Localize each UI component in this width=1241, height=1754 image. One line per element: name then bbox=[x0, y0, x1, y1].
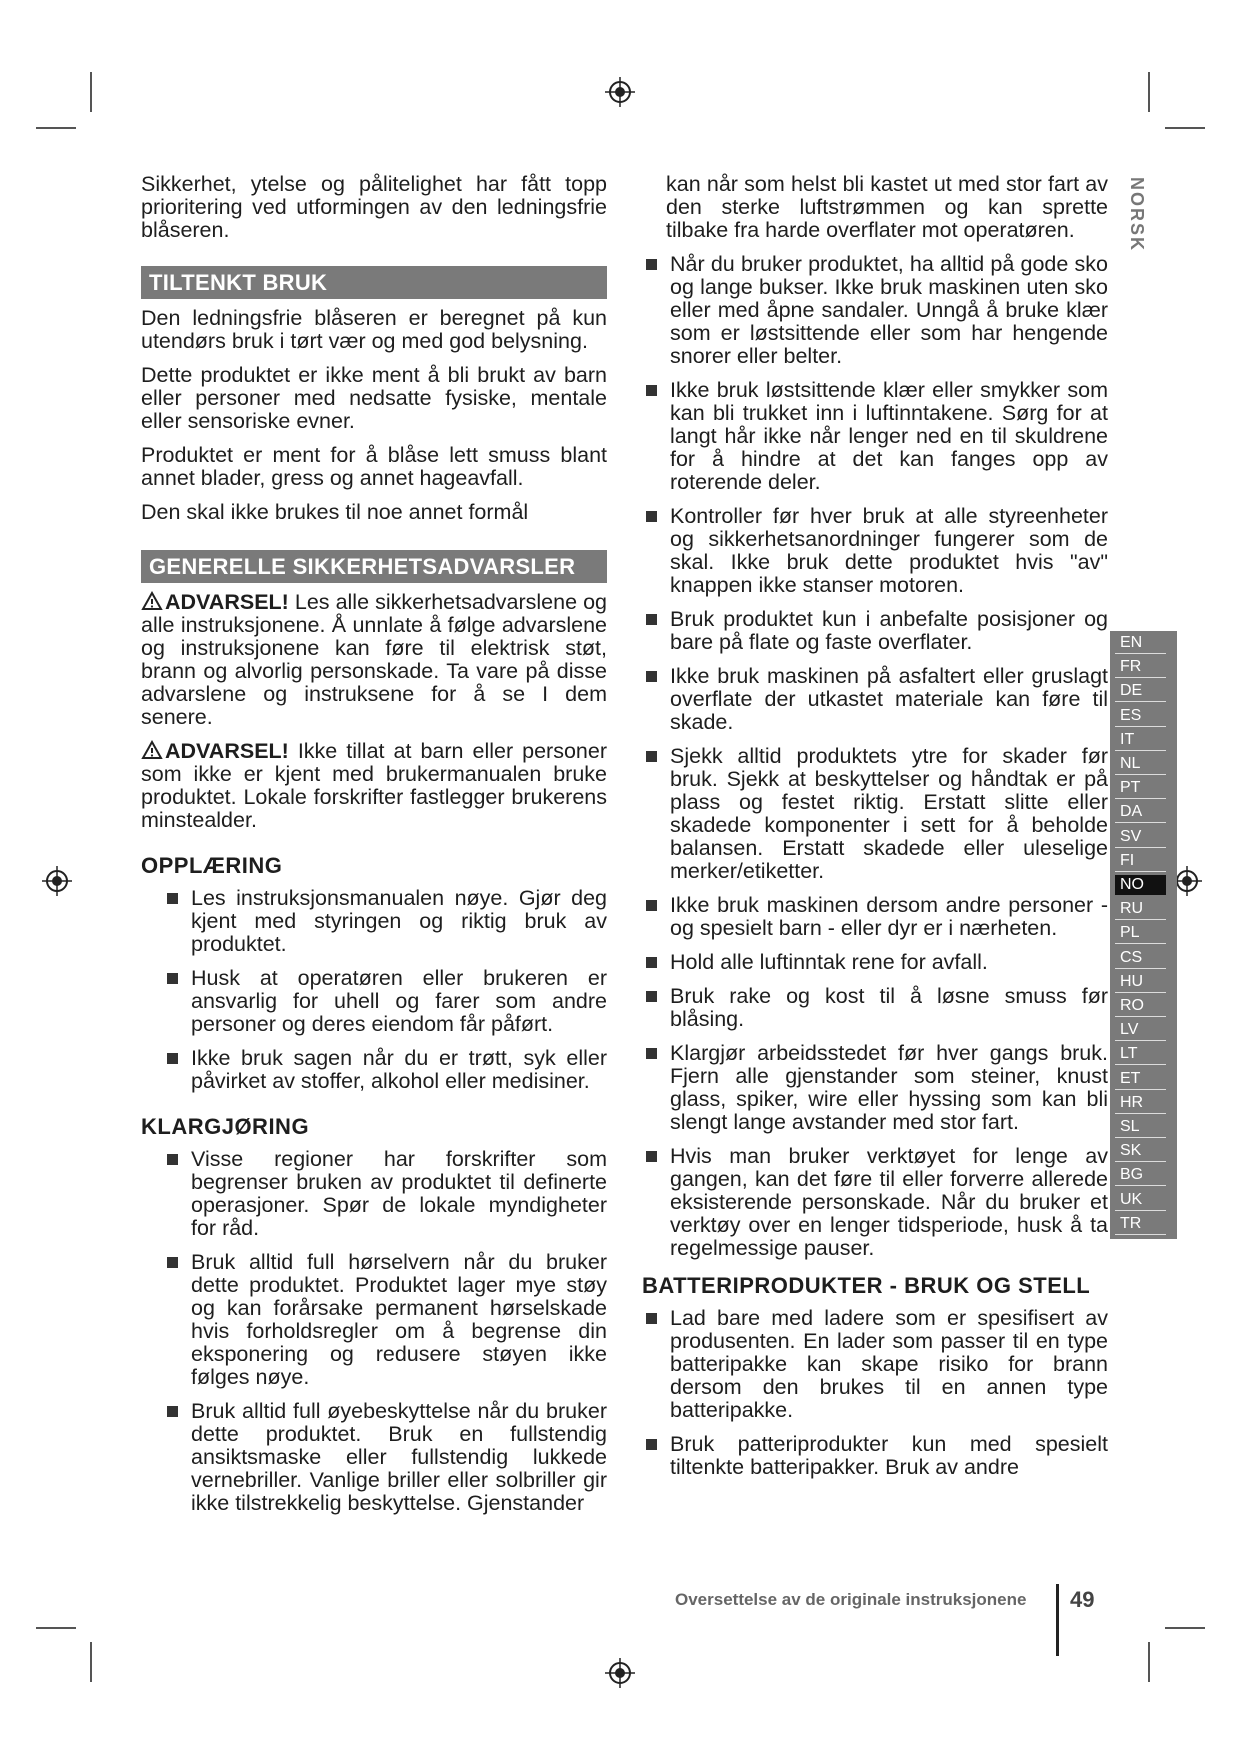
crop-mark bbox=[1165, 1627, 1205, 1629]
bullet-square-icon bbox=[167, 1154, 178, 1165]
bullet-square-icon bbox=[646, 1048, 657, 1059]
bullet-square-icon bbox=[646, 900, 657, 911]
list-item: Visse regioner har forskrifter som begrenser bruken av produktet til definerte operasjoner. Spør de lokale myndigheter for råd. bbox=[163, 1148, 607, 1240]
warning-triangle-icon bbox=[141, 591, 163, 611]
bullet-square-icon bbox=[646, 991, 657, 1002]
paragraph: Den ledningsfrie blåseren er beregnet på kun utendørs bruk i tørt vær og med god belysning. bbox=[141, 306, 607, 353]
preparation-list bbox=[141, 1148, 607, 1515]
list-item: Bruk alltid full hørselvern når du bruker dette produktet. Produktet lager mye støy og kan forårsake permanent hørselskade hvis forholdsregler om å begrense din eksponering og redusere støyen ikke følges nøye. bbox=[163, 1251, 607, 1389]
warning-label: ADVARSEL! bbox=[165, 739, 289, 763]
list-item: Bruk patteriprodukter kun med spesielt tiltenkte batteripakker. Bruk av andre bbox=[642, 1433, 1108, 1479]
bullet-square-icon bbox=[167, 1406, 178, 1417]
language-tab-lt[interactable]: LT bbox=[1115, 1044, 1166, 1065]
registration-mark-icon bbox=[605, 1658, 635, 1688]
crop-mark bbox=[1148, 72, 1150, 112]
bullet-square-icon bbox=[167, 893, 178, 904]
safety-list bbox=[642, 253, 1108, 1260]
language-tab-no[interactable]: NO bbox=[1115, 875, 1166, 895]
language-tab-et[interactable]: ET bbox=[1115, 1069, 1166, 1090]
language-tab-lv[interactable]: LV bbox=[1115, 1020, 1166, 1041]
list-item: Lad bare med ladere som er spesifisert av produsenten. En lader som passer til en type batteripakke kan skape risiko for brann dersom den brukes til en annen type batteripakke. bbox=[642, 1307, 1108, 1422]
crop-mark bbox=[90, 72, 92, 112]
footer-text: Oversettelse av de originale instruksjonene bbox=[675, 1590, 1027, 1609]
bullet-square-icon bbox=[646, 1151, 657, 1162]
paragraph: Dette produktet er ikke ment å bli brukt av barn eller personer med nedsatte fysiske, mentale eller sensoriske evner. bbox=[141, 363, 607, 433]
language-tab-nl[interactable]: NL bbox=[1115, 754, 1166, 775]
language-tab-hu[interactable]: HU bbox=[1115, 972, 1166, 993]
language-tab-en[interactable]: EN bbox=[1115, 633, 1166, 654]
continuation-paragraph: kan når som helst bli kastet ut med stor fart av den sterke luftstrømmen og kan sprette tilbake fra harde overflater mot operatøren. bbox=[666, 172, 1108, 242]
warning-text: Les alle sikkerhetsadvarslene og alle instruksjonene. Å unnlate å følge advarslene og instruksjonene kan føre til elektrisk støt, brann og alvorlig personskade. Ta vare på disse advarslene og instruksene for å se I dem senere. bbox=[141, 590, 607, 729]
list-item: Kontroller før hver bruk at alle styreenheter og sikkerhetsanordninger fungerer som de skal. Ikke bruk dette produktet hvis "av" knappen ikke stanser motoren. bbox=[642, 505, 1108, 597]
list-item: Ikke bruk maskinen dersom andre personer - og spesielt barn - eller dyr er i nærheten. bbox=[642, 894, 1108, 940]
language-tab-sv[interactable]: SV bbox=[1115, 827, 1166, 848]
language-tab-bg[interactable]: BG bbox=[1115, 1165, 1166, 1186]
list-item: Hold alle luftinntak rene for avfall. bbox=[642, 951, 1108, 974]
list-item: Hvis man bruker verktøyet for lenge av gangen, kan det føre til eller forverre allerede eksisterende personskade. Når du bruker et verktøy over en lenger tidsperiode, husk å ta regelmessige pauser. bbox=[642, 1145, 1108, 1260]
language-tab-hr[interactable]: HR bbox=[1115, 1093, 1166, 1114]
paragraph: Den skal ikke brukes til noe annet formål bbox=[141, 500, 529, 524]
list-item: Husk at operatøren eller brukeren er ansvarlig for uhell og farer som andre personer og deres eiendom får påført. bbox=[163, 967, 607, 1036]
bullet-square-icon bbox=[167, 973, 178, 984]
list-item: Bruk rake og kost til å løsne smuss før blåsing. bbox=[642, 985, 1108, 1031]
language-side-tab-label: NORSK bbox=[1127, 177, 1147, 253]
language-tab-ro[interactable]: RO bbox=[1115, 996, 1166, 1017]
bullet-square-icon bbox=[646, 385, 657, 396]
list-item: Bruk alltid full øyebeskyttelse når du bruker dette produktet. Bruk en fullstendig ansiktsmaske eller fullstendig lukkede vernebriller. Vanlige briller eller solbriller gir ikke tilstrekkelig beskyttelse. Gjenstander bbox=[163, 1400, 607, 1515]
warning-triangle-icon bbox=[141, 740, 163, 760]
list-item: Ikke bruk sagen når du er trøtt, syk eller påvirket av stoffer, alkohol eller medisiner. bbox=[163, 1047, 607, 1093]
warning-label: ADVARSEL! bbox=[165, 590, 289, 614]
language-tab-cs[interactable]: CS bbox=[1115, 948, 1166, 969]
crop-mark bbox=[1165, 127, 1205, 129]
battery-list bbox=[642, 1307, 1108, 1479]
language-tab-pt[interactable]: PT bbox=[1115, 778, 1166, 799]
right-column bbox=[642, 173, 1108, 1490]
list-item: Klargjør arbeidsstedet før hver gangs bruk. Fjern alle gjenstander som steiner, knust glass, spiker, wire eller hyssing som kan bli slengt lange avstander med stor fart. bbox=[642, 1042, 1108, 1134]
language-tab-es[interactable]: ES bbox=[1115, 706, 1166, 727]
section-title-battery: BATTERIPRODUKTER - BRUK OG STELL bbox=[642, 1273, 1091, 1298]
bullet-square-icon bbox=[167, 1257, 178, 1268]
list-item: Ikke bruk løstsittende klær eller smykker som kan bli trukket inn i luftinntakene. Sørg for at langt hår ikke når lenger ned en til skuldrene for å hindre at det kan fanges opp av roterende deler. bbox=[642, 379, 1108, 494]
intro-paragraph: Sikkerhet, ytelse og pålitelighet har fått topp prioritering ved utformingen av den ledningsfrie blåseren. bbox=[141, 172, 607, 242]
bullet-square-icon bbox=[167, 1053, 178, 1064]
list-item: Ikke bruk maskinen på asfaltert eller gruslagt overflate der utkastet materiale kan føre til skade. bbox=[642, 665, 1108, 734]
language-tab-pl[interactable]: PL bbox=[1115, 923, 1166, 944]
bullet-square-icon bbox=[646, 511, 657, 522]
language-tab-it[interactable]: IT bbox=[1115, 730, 1166, 751]
bullet-square-icon bbox=[646, 614, 657, 625]
bullet-square-icon bbox=[646, 671, 657, 682]
section-title-training: OPPLÆRING bbox=[141, 853, 283, 878]
training-list bbox=[141, 887, 607, 1093]
language-tab-uk[interactable]: UK bbox=[1115, 1190, 1166, 1211]
language-tab-fr[interactable]: FR bbox=[1115, 657, 1166, 678]
language-tab-da[interactable]: DA bbox=[1115, 802, 1166, 823]
language-tab-sk[interactable]: SK bbox=[1115, 1141, 1166, 1162]
language-side-tab bbox=[1125, 177, 1147, 267]
registration-mark-icon bbox=[605, 77, 635, 107]
footer-divider bbox=[1056, 1584, 1059, 1656]
language-tab-sl[interactable]: SL bbox=[1115, 1117, 1166, 1138]
crop-mark bbox=[90, 1642, 92, 1682]
section-title-general-warnings: GENERELLE SIKKERHETSADVARSLER bbox=[141, 550, 607, 583]
section-title-preparation: KLARGJØRING bbox=[141, 1114, 310, 1139]
bullet-square-icon bbox=[646, 751, 657, 762]
list-item: Les instruksjonsmanualen nøye. Gjør deg kjent med styringen og riktig bruk av produktet. bbox=[163, 887, 607, 956]
left-column bbox=[141, 173, 607, 1526]
language-tab-fi[interactable]: FI bbox=[1115, 851, 1166, 872]
registration-mark-icon bbox=[42, 866, 72, 896]
language-tab-ru[interactable]: RU bbox=[1115, 899, 1166, 920]
warning-paragraph bbox=[141, 740, 607, 832]
page-number: 49 bbox=[1070, 1587, 1095, 1612]
crop-mark bbox=[1148, 1642, 1150, 1682]
warning-text: Ikke tillat at barn eller personer som ikke er kjent med brukermanualen bruke produktet. Lokale forskrifter fastlegger brukerens minstealder. bbox=[141, 739, 607, 832]
list-item: Bruk produktet kun i anbefalte posisjoner og bare på flate og faste overflater. bbox=[642, 608, 1108, 654]
bullet-square-icon bbox=[646, 259, 657, 270]
language-tab-tr[interactable]: TR bbox=[1115, 1214, 1166, 1235]
bullet-square-icon bbox=[646, 1439, 657, 1450]
crop-mark bbox=[36, 127, 76, 129]
list-item: Når du bruker produktet, ha alltid på gode sko og lange bukser. Ikke bruk maskinen uten sko eller med åpne sandaler. Unngå å bruke klær som er løstsittende eller som har hengende snorer eller belter. bbox=[642, 253, 1108, 368]
bullet-square-icon bbox=[646, 957, 657, 968]
section-title-intended-use: TILTENKT BRUK bbox=[141, 266, 607, 299]
paragraph: Produktet er ment for å blåse lett smuss blant annet blader, gress og annet hageavfall. bbox=[141, 443, 607, 490]
warning-paragraph bbox=[141, 591, 607, 729]
language-tab-de[interactable]: DE bbox=[1115, 681, 1166, 702]
list-item: Sjekk alltid produktets ytre for skader før bruk. Sjekk at beskyttelser og håndtak er på plass og festet riktig. Erstatt slitte eller skadede komponenter i sett for å beholde balansen. Erstatt skadede eller uleselige merker/etiketter. bbox=[642, 745, 1108, 883]
crop-mark bbox=[36, 1627, 76, 1629]
bullet-square-icon bbox=[646, 1313, 657, 1324]
